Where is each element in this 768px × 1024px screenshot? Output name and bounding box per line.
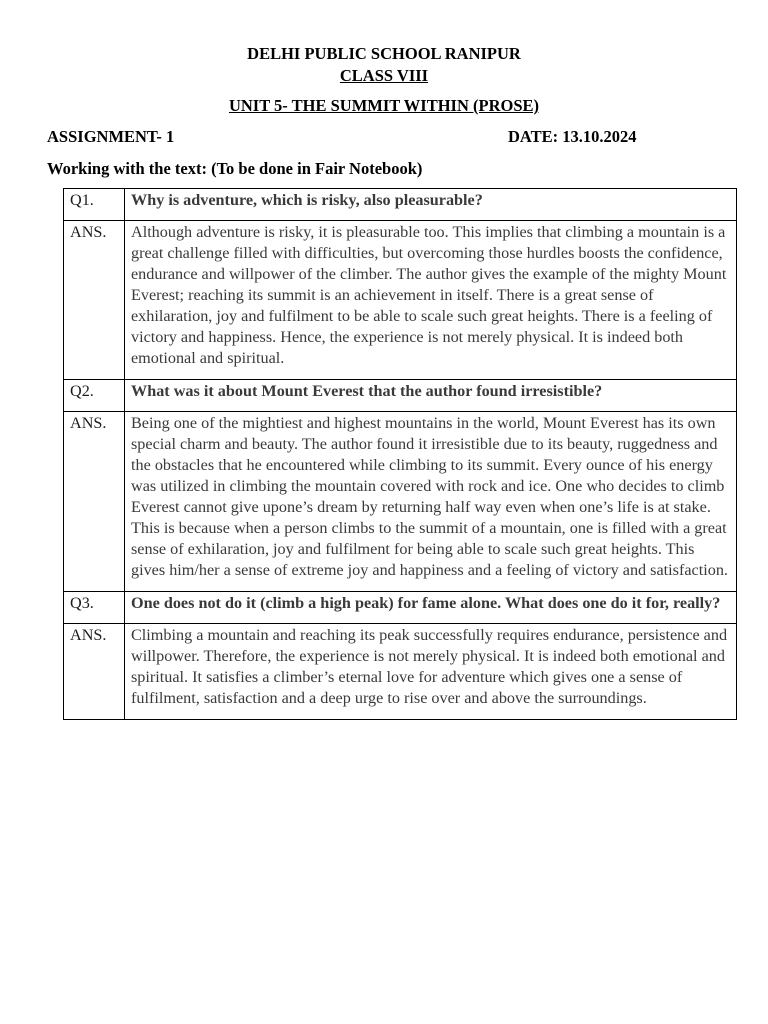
answer-text: Although adventure is risky, it is pleasurable too. This implies that climbing a mountain is a great challenge filled with difficulties, but overcoming those hurdles boosts the confidence, endurance and willpower of the climber. The author gives the example of the mighty Mount Everest; reaching its summit is an achievement in itself. There is a great sense of exhilaration, joy and fulfilment to be able to scale such great heights. There is a feeling of victory and happiness. Hence, the experience is not merely physical. It is indeed both emotional and spiritual. xyxy=(125,221,737,380)
question-label: Q3. xyxy=(64,592,125,624)
class-title: CLASS VIII xyxy=(339,66,429,85)
answer-label: ANS. xyxy=(64,624,125,720)
question-row xyxy=(64,592,737,624)
answer-row xyxy=(64,624,737,720)
question-text: One does not do it (climb a high peak) for fame alone. What does one do it for, really? xyxy=(125,592,737,624)
question-label: Q1. xyxy=(64,189,125,221)
question-text: What was it about Mount Everest that the author found irresistible? xyxy=(125,380,737,412)
assignment-label: ASSIGNMENT- 1 xyxy=(47,127,175,146)
question-label: Q2. xyxy=(64,380,125,412)
instruction-heading: Working with the text: (To be done in Fair Notebook) xyxy=(47,159,423,178)
unit-title: UNIT 5- THE SUMMIT WITHIN (PROSE) xyxy=(228,96,540,115)
question-row xyxy=(64,189,737,221)
answer-label: ANS. xyxy=(64,412,125,592)
question-row xyxy=(64,380,737,412)
date-label: DATE: 13.10.2024 xyxy=(508,127,637,146)
answer-row xyxy=(64,412,737,592)
school-name: DELHI PUBLIC SCHOOL RANIPUR xyxy=(247,44,521,63)
answer-text: Being one of the mightiest and highest mountains in the world, Mount Everest has its own special charm and beauty. The author found it irresistible due to its beauty, ruggedness and the obstacles that he encountered while climbing to its summit. Every ounce of his energy was utilized in climbing the mountain covered with rock and ice. One who decides to climb Everest cannot give upone’s dream by returning half way even when one’s life is at stake. This is because when a person climbs to the summit of a mountain, one is filled with a great sense of exhilaration, joy and fulfilment for being able to scale such great heights. This gives him/her a sense of extreme joy and happiness and a feeling of victory and satisfaction. xyxy=(125,412,737,592)
answer-label: ANS. xyxy=(64,221,125,380)
answer-text: Climbing a mountain and reaching its peak successfully requires endurance, persistence and willpower. Therefore, the experience is not merely physical. It is indeed both emotional and spiritual. It satisfies a climber’s eternal love for adventure which gives one a sense of fulfilment, satisfaction and a deep urge to rise over and above the surroundings. xyxy=(125,624,737,720)
qa-table xyxy=(63,188,737,720)
question-text: Why is adventure, which is risky, also pleasurable? xyxy=(125,189,737,221)
answer-row xyxy=(64,221,737,380)
